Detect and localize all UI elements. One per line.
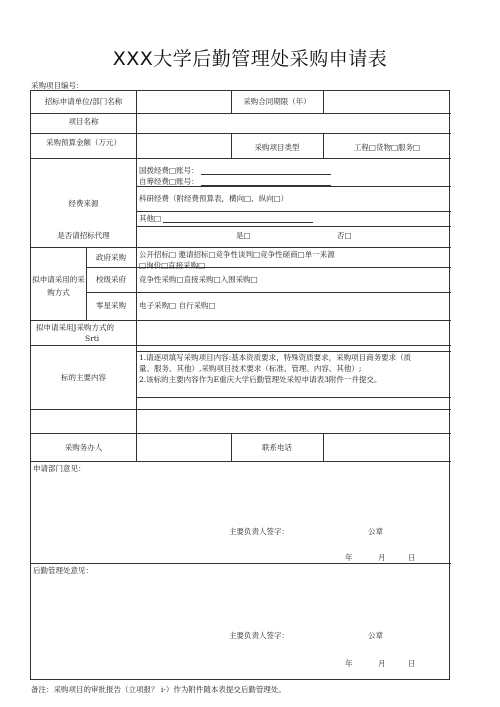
dept-month: 月 (378, 553, 386, 562)
dept-year: 年 (345, 553, 353, 562)
logistics-seal-label: 公章 (368, 631, 383, 640)
content-label: 标的主要内容 (61, 373, 106, 382)
handler-label: 采购务办人 (64, 443, 103, 452)
funding-national[interactable]: 国拨经费□账号： (139, 166, 331, 175)
dept-opinion-label: 申请部门意见： (33, 464, 86, 473)
project-type-options[interactable]: 工程□货物□服务□ (353, 143, 421, 152)
logistics-day: 日 (408, 659, 416, 668)
agency-yes-checkbox[interactable]: 是□ (236, 231, 251, 240)
school-procurement-label: 校级采府 (96, 275, 126, 284)
gov-procurement-options[interactable]: 公开招标□ 邀请招标□竞争性谈判□竞争性磋商□单一来源 (139, 250, 335, 259)
phone-label: 联系电话 (262, 443, 292, 452)
gov-procurement-options-2[interactable]: □询价□直接采购□ (139, 261, 206, 270)
dept-day: 日 (408, 553, 416, 562)
reason-label: 拟申请采用J采购方式的 (36, 323, 115, 332)
school-procurement-options[interactable]: 竞争性采购□直接采购□入围采购□ (139, 275, 258, 284)
project-number-label: 采购项目编号： (31, 81, 84, 90)
content-text-3: 2.该标的主要内容作为E重庆大学后勤管理处采短申请表3附件一并提交。 (139, 375, 382, 384)
dept-seal-label: 公章 (368, 527, 383, 536)
funding-other[interactable]: 其他□ (139, 214, 313, 223)
funding-source-label: 经费来源 (68, 199, 99, 208)
method-group-label: 拟申请采用的采购方式 (32, 275, 85, 297)
purchase-request-form (30, 90, 450, 680)
contract-period-label: 采购合同期限（年） (243, 97, 311, 106)
content-text-2: 量、服务、其他）,采购项目技术要求（标准、管理、内容、其他）; (139, 364, 362, 373)
agency-no-checkbox[interactable]: 否□ (337, 231, 352, 240)
logistics-signature-label: 主要负责人签字： (229, 631, 289, 640)
sporadic-procurement-label: 零星采购 (96, 301, 126, 310)
unit-name-label: 招标申请单位/部门名称 (44, 97, 123, 106)
footnote: 备注：采购项目的审批报告（立项报？ i-）作为附件随本表提交后勤管理处。 (31, 685, 286, 694)
logistics-opinion-label: 后勤管理处意见： (33, 566, 93, 575)
gov-procurement-label: 政府采购 (96, 253, 126, 262)
form-title: XXX大学后勤管理处采购申请表 (112, 48, 388, 70)
funding-research[interactable]: 科研经费（附经费预算表，横向□、纵向□） (139, 194, 289, 203)
content-text-1: 1.请逐项填写采购项目内容:基本资质要求，特殊资质要求，采购项目商务要求（质 (139, 353, 412, 362)
logistics-year: 年 (345, 659, 353, 668)
dept-signature-label: 主要负责人签字： (229, 527, 289, 536)
logistics-month: 月 (378, 659, 386, 668)
funding-self[interactable]: 自筹经费□账号： (139, 177, 331, 186)
sporadic-procurement-options[interactable]: 电子采购□ 自行采购□ (139, 301, 216, 310)
reason-label-suffix: Srti (85, 334, 100, 343)
project-type-label: 采购项目类型 (254, 143, 300, 152)
agency-label: 是否请招标代理 (57, 231, 110, 240)
budget-label: 采购预算金额（万元） (46, 138, 121, 147)
project-name-label: 项目名称 (68, 117, 99, 126)
